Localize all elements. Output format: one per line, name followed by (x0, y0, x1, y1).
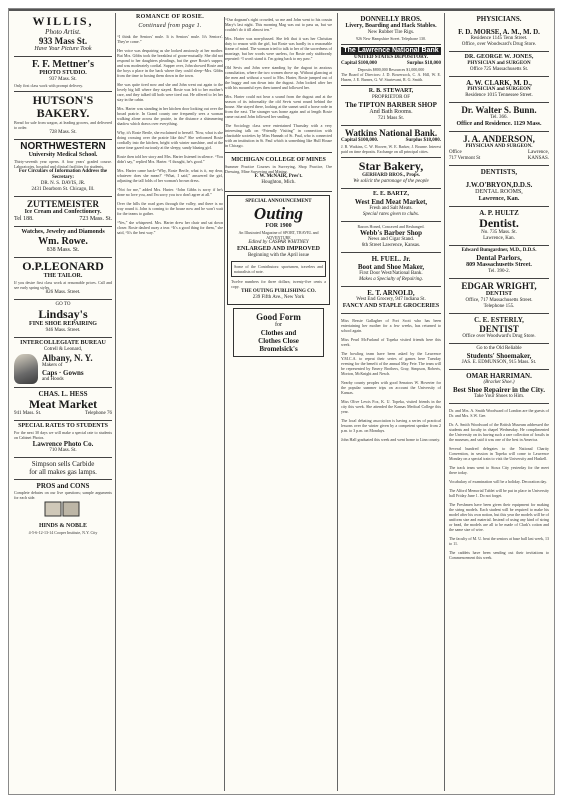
story-para-12: Old Sevis and John were standing by the dugout in anxious consultation, where the two women drove up. Without glancing at the men and without a word to Mrs. Harter, Rosie jumped out of the buggy and ran down into the dugout. John looked after her with his mournful eyes then turned and followed her. (225, 65, 332, 90)
col4-news-9: The caddets have been sending out their invitations to Commencement this week. (449, 550, 549, 560)
hess-sub: Meat Market (28, 397, 98, 411)
lindsay-go: GO TO (55, 302, 71, 307)
outing-ann: SPECIAL ANNOUNCEMENT (245, 199, 312, 204)
hultz-ad (449, 207, 549, 246)
donnelly-addr: New Rubber Tire Rigs. (367, 30, 415, 35)
shoemaker-pre: Go to the Old Reliable (476, 346, 522, 351)
bureau-caps: Caps · Gowns (42, 369, 84, 377)
donnelly-name: DONNELLY BROS. (360, 15, 422, 23)
bureau-makers: Makers of (42, 363, 63, 368)
col4-news-4: The track team went to Sioux City yesterday for the meet there today. (449, 465, 549, 475)
watkins-ad: Watkins National Bank. Capital $100,000. Surplus $18,000. J. B. Watkins, C. W. Hoover, W. E. Barker, J. Bourne. Interest paid on time deposits. Exchange on all principal cities. (341, 126, 441, 158)
willis-address: 933 Mass St. (38, 36, 88, 46)
webb-line: Razors Honed, Concaved and Reshanged. (357, 224, 425, 229)
star-name: Star Bakery, (358, 159, 424, 173)
michigan-sub: Summer Practice Courses in Surveying, Shop Practice, Ore Dressing, Mine Surveying and Mining. (225, 164, 332, 174)
bunn-name: Dr. Walter S. Bunn. (461, 105, 537, 115)
mettner-sub: PHOTO STUDIO. (39, 70, 87, 76)
harriman-note: Take Your Shoes to Him. (473, 394, 525, 399)
arnold-addr: West End Grocery, 947 Indiana St. (356, 297, 426, 302)
webb-sub: News and Cigar Stand. (367, 237, 415, 242)
lawrence-photo-name: Lawrence Photo Co. (32, 440, 94, 448)
bromelsick-name: Good Form (256, 312, 301, 322)
bureau-ad (14, 338, 112, 388)
wright-tel: Telephone 155. (483, 304, 515, 309)
hutson-ad: HUTSON'S BAKERY. Bread for sale from wagon, at leading grocers, and delivered to order. 728 Mass. St. (14, 92, 112, 140)
story-subcolumn-left (117, 13, 223, 791)
anderson-sub: PHYSICIAN AND SURGEON. (465, 144, 533, 149)
outing-enl: ENLARGED AND IMPROVED (236, 246, 320, 252)
michigan-name: MICHIGAN COLLEGE OF MINES (231, 157, 326, 163)
story-para-3: Mrs. Harter was standing in her kitchen door looking out over the broad prairie. In Grand county one frequently sees a woman walking alone across the prairie, in the distance a shimmering shadow which draws over everything. (117, 106, 223, 126)
story-para-9: “Yes,” she whispered. Mrs. Harter drew her chair and sat down closer. Rosie dashed away a tear. “It's a good thing for them,” she said, “It's the best way.” (117, 220, 223, 235)
watkins-name: Watkins National Bank. (344, 128, 438, 138)
story-para-2: She was quite tired now and she and John went out again to the lovely big hill where they stayed. Rosie was left to her mother's care, and they talked till both were tired out. He offered to let her stay in the cabin. (117, 82, 223, 102)
hultz-city: Lawrence, Kan. (483, 236, 515, 241)
story-para-4: Why, it's Rosie Bertle, she exclaimed to herself. 'Now, what is she doing crossing over the prairie like this?' She welcomed Rosie cordially into the kitchen, bright with winter sunshine, and at the same time gazed curiously at the sleepy, sandy blazing girl. (117, 130, 223, 150)
anderson-state: KANSAS. (527, 156, 549, 161)
dentists-heading-block (449, 166, 549, 179)
outing-reg: Beginning with the April issue (247, 253, 310, 258)
harriman-name2: Best Shoe Repairer in the City. (453, 386, 545, 394)
bank-dep: Deposits $800,000 Resources $1,000,000 (357, 67, 425, 72)
physicians-heading: PHYSICIANS. (476, 15, 522, 23)
book-engraving (43, 500, 83, 518)
rowe-ad (14, 227, 112, 258)
arnold-ad (341, 287, 441, 314)
northwestern-addr: DR. N. S. DAVIS, JR. (40, 181, 86, 186)
col3-news-2: Miss Pearl McFarland of Topeka visited friends here this week. (341, 337, 441, 347)
esterly-addr: Office over Woodward's Drug Store. (462, 334, 536, 339)
col4-news-5: Vocabulary of examination will be a holiday. Decoration day. (449, 479, 548, 484)
bromelsick-bottom: Bromelsick's (259, 345, 298, 353)
col3-news-6: The local debating association is having a series of practical lessons over the winter given by a competent speaker from 2 p.m. to 3 p.m. on Mondays. (341, 418, 441, 433)
outing-name: Outing (253, 204, 304, 223)
romance-continued: Continued from page 1. (138, 23, 202, 29)
arnold-name: E. T. ARNOLD, (367, 289, 415, 297)
story-para-11: Mrs. Harter was non-plussed. She felt that it was her Christian duty to reason with the girl, but Rosie was hardly in a reasonable frame of mind. The woman tried to talk to her of the sacredness of marriage, but her words were useless, for Rosie only stubbornly repeated: “I won't stand it. I'm going back to my paw.” (225, 36, 332, 61)
column-1-ads (11, 13, 116, 791)
stewart-name2: The TIPTON BARBER SHOP (345, 101, 437, 109)
lawrence-photo-address: 710 Mass. St. (49, 448, 77, 453)
northwestern-line: For Circulars of Information Address the Secretary: (18, 169, 108, 180)
lindsay-ad (14, 300, 112, 338)
willis-ad (14, 13, 112, 57)
donnelly-ad: DONNELLY BROS. Livery, Boarding and Hack Stables. New Rubber Tire Rigs. 926 New Hampshire Street. Telephone 130. (341, 13, 441, 45)
column-4-professional (446, 13, 552, 791)
portrait-engraving (14, 354, 38, 384)
harriman-sub: (Bracket Shoe.) (483, 380, 515, 385)
bromelsick-sub2: Clothes and (260, 329, 297, 337)
fuel-name: H. FUEL. Jr. (371, 255, 411, 263)
lindsay-address: 946 Mass. Street. (45, 328, 81, 333)
story-para-13: Mrs. Harter could not hear a sound from the dugout and at the season of its informality the old Sevis went round behind the house. She stayed there, looking at the sunset until a horse rode in from the east. The stranger was home again and at length Rosie came out and John followed her smiling. (225, 94, 332, 119)
bumgardner-addr: 809 Massachusetts Street. (466, 262, 532, 268)
bartz-name: E. E. BARTZ, (373, 191, 409, 197)
story-para-6: Mrs. Harter came back--'Why, Rosie Bertle, what is it, my dear, whatever does she mean?' “What, I said,” answered the girl, adjusting the tall folds of her woman's brown dress. (117, 168, 223, 183)
zuttemeister-sub: Ice Cream and Confectionery. (24, 209, 102, 215)
star-owner: GERHARD BROS., Props. (362, 173, 420, 178)
story-subcolumn-right (225, 13, 332, 791)
bromelsick-sub: for (275, 322, 282, 328)
hutson-name2: BAKERY. (36, 106, 90, 120)
col3-news-7: John Hall graduated this week and went home to Linn county. (341, 437, 441, 442)
physicians-heading-block (449, 13, 549, 26)
esterly-ad (449, 314, 549, 344)
fuel-note: Makes a Specialty of Repairing. (358, 277, 423, 282)
donnelly-sub: Livery, Boarding and Hack Stables. (345, 23, 437, 29)
michigan-ad (225, 155, 332, 189)
webb-addr: 6th Street Lawrence, Kansas. (361, 243, 421, 248)
bunn-hours: Office and Residence. 1129 Mass. (456, 121, 542, 127)
morse-name: F. D. MORSE, A. M., M. D. (458, 28, 540, 36)
outing-ad: SPECIAL ANNOUNCEMENT Outing FOR 1900 An Illustrated Magazine of SPORT, TRAVEL and ADVENTURE Edited by CASPAR WHITNEY ENLARGED AND IMPROVED Beginning with the April issue Some of the Contributors: sportsmen, travelers and naturalists of note. Twelve numbers for three dollars; twenty-five cents a copy. THE OUTING PUBLISHING CO. 239 Fifth Ave., New York (227, 195, 330, 305)
bank-sub: UNITED STATES DEPOSITORY. (354, 55, 428, 60)
newspaper-page (8, 8, 555, 795)
shoemaker-addr: JAS. E. EDMUNSON, 915 Mass. St. (461, 360, 537, 365)
stewart-sub: PROPRIETOR OF (371, 95, 411, 100)
bureau-name: INTERCOLLEGIATE BUREAU (20, 340, 106, 346)
bromelsick-ad (233, 308, 324, 357)
bartz-sub2: Fresh and Salt Meats. (369, 206, 413, 211)
hess-tel: Telephone 76 (84, 411, 112, 416)
obryon-city: Lawrence, Kan. (478, 196, 520, 202)
hultz-addr: No. 735 Mass. St. (481, 230, 517, 235)
hultz-sub: Dentist. (479, 216, 519, 230)
clark-addr: Residence 1015 Tennessee Street. (465, 93, 533, 98)
shoemaker-name: Students' Shoemaker, (466, 352, 532, 360)
wright-name: EDGAR WRIGHT, (461, 281, 537, 291)
mettner-name: F. F. Mettner's (31, 59, 95, 70)
anderson-office: Office (449, 150, 462, 155)
simpson-line2: for all makes gas lamps. (29, 468, 97, 476)
stewart-ad (341, 86, 441, 126)
esterly-sub: DENTIST (479, 324, 519, 334)
outing-year: FOR 1900 (265, 223, 292, 229)
col4-news-7: The Freshmen have been given their equipment for making the string models. Each student will be required to make his model after his own notion, but this year the models will be of uniform size and material. Instead of using any kind of string or bead, the models are all to be made of Clark's cotton and the same size of wire. (449, 502, 549, 532)
harriman-ad (449, 370, 549, 404)
jones-ad (449, 52, 549, 77)
bumgardner-tel: Tel. 390-2. (488, 269, 510, 274)
leonard-address: 826 Mass. Street. (45, 290, 81, 295)
zuttemeister-name: ZUTTEMEISTER (26, 199, 100, 209)
rowe-name: Wm. Rowe. (38, 236, 88, 247)
hess-address: 941 Mass. St. (14, 411, 42, 416)
romance-title: ROMANCE OF ROSIE. (135, 14, 205, 20)
bureau-sub: Cotrell & Leonard, (43, 347, 83, 352)
northwestern-addr2: 2431 Dearborn St. Chicago, Ill. (31, 187, 95, 192)
bumgardner-name: Edward Bumgardner, M.D., D.D.S. (461, 248, 537, 253)
wright-office: Office, 717 Massachusetts Street. (465, 298, 533, 303)
col4-news-6: The Alford Memorial Tablet will be put in place in University hall Friday June 1. Do not forget. (449, 488, 549, 498)
clark-sub: PHYSICIAN and SURGEON (467, 87, 531, 92)
story-para-5: Rosie then told her story and Mrs. Harter listened in silence. “You didn't say,” replied Mrs. Harter. “I thought, he's good.” (117, 154, 223, 164)
stewart-name: R. B. STEWART, (368, 88, 414, 94)
outing-addr: 239 Fifth Ave., New York (252, 295, 305, 300)
lindsay-name: Lindsay's (38, 307, 88, 321)
fuel-ad (341, 253, 441, 287)
fuel-sub: Boot and Shoe Maker, (357, 263, 425, 271)
col3-news-1: Miss Bessie Gallagher of Fort Scott who has been entertaining her mother for a few weeks, has returned to school again. (341, 318, 441, 333)
outing-ed: Edited by CASPAR WHITNEY (248, 240, 309, 245)
bureau-city: Albany, N. Y. (42, 353, 93, 363)
anderson-name: J. A. ANDERSON, (463, 134, 535, 144)
simpson-line1: Simpson sells Carbide (31, 460, 95, 468)
leonard-name: O.P.LEONARD (22, 259, 104, 273)
stewart-addr: 721 Mass St. (378, 116, 404, 121)
story-para-8: Over the hills the road goes through the valley, and there is no way round it. John is coming to the house now and he won't wait for the teams to gather. (117, 201, 223, 216)
mettner-address: 937 Mass. St. (49, 77, 77, 82)
hutson-name: HUTSON'S (32, 93, 94, 107)
wright-ad (449, 279, 549, 314)
bunn-ad (449, 103, 549, 132)
obryon-sub: DENTAL ROOMS, (475, 189, 523, 195)
obryon-ad (449, 179, 549, 207)
fuel-sub2: First Door West/National Bank. (359, 271, 423, 276)
column-3-ads-news (337, 13, 445, 791)
hultz-name: A. P. HULTZ (479, 209, 519, 217)
hess-ad (14, 388, 112, 421)
wright-sub: DENTIST (485, 291, 513, 297)
stewart-sub2: And Bath Rooms. (369, 109, 413, 115)
anderson-ad (449, 132, 549, 166)
leonard-sub: THE TAILOR. (43, 273, 83, 279)
dentists-heading: DENTISTS, (480, 168, 518, 176)
bumgardner-sub: Dental Parlors, (476, 254, 522, 262)
northwestern-name: NORTHWESTERN (20, 141, 106, 152)
webb-ad (341, 222, 441, 253)
bartz-sub: West End Meat Market, (354, 198, 428, 206)
leonard-ad: O.P.LEONARD THE TAILOR. If you desire first class work at reasonable prices. Call and see early spring styles. 826 Mass. Street. (14, 258, 112, 300)
bank-name: The Lawrence National Bank (341, 47, 441, 55)
michigan-addr: F. W. McNAIR, Pres't. (254, 174, 303, 179)
bromelsick-sub3: Clothes Close (258, 337, 299, 345)
morse-addr: Residence 1145 Tenn Street. (470, 36, 528, 41)
pros-ad: PROS and CONS Complete debates on our live questions; sample arguments for each side. HINDS & NOBLE 4-5-6-12-13-14 Cooper Institute, N.Y. City (14, 482, 112, 535)
willis-title: Photo Artist. (45, 28, 81, 36)
simpson-ad (14, 458, 112, 480)
willis-slogan: Have Your Picture Took (34, 46, 92, 52)
story-quote-1: “I think the Seniors' mule. It is Seniors' mule. It's Seniors'. They're come.” (117, 34, 223, 44)
col4-news-3: Several hundred delegates to the National Charity Convention, in session in Topeka will come to Lawrence Monday on a special train to visit the University and Haskell. (449, 446, 549, 461)
lawrence-photo-ad: SPECIAL RATES TO STUDENTS For the next 30 days we will make a special rate to students on Cabinet Photos. Lawrence Photo Co. 710 Mass. St. (14, 421, 112, 458)
bunn-tel: Tel. 366. (490, 115, 508, 120)
col4-news-1: Dr. and Mrs. A. Smith Woodward of London are the guests of Dr. and Mrs. S.W. Gee. (449, 408, 549, 418)
col3-news-3: The bowling team have been asked by the Lawrence Y.M.C.A. to repeat their series of games here Tuesday evening for the benefit of the annual May Fete. The team will be represented by Emery Brothers, Gray, Simpson, Roberts, Morton, McKnight and Nesch. (341, 351, 441, 376)
zuttemeister-tel: Tel 188. (14, 216, 34, 222)
pros-addr: 4-5-6-12-13-14 Cooper Institute, N.Y. City (28, 530, 98, 535)
bank-ad: The Lawrence National Bank UNITED STATES DEPOSITORY. Capital $100,000 Surplus $18,000 Deposits $800,000 Resources $1,000,000 The Board of Directors: J. D. Bowersock, C. A. Hill, W. E. Hazen, J. E. Barnes, G. W. Sturtevant, R. G. Smith. (341, 45, 441, 86)
bureau-hoods: and Hoods (42, 377, 64, 382)
morse-office: Office, over Woodward's Drug Store. (461, 42, 537, 47)
col4-news-8: The faculty of M. U. beat the seniors at base ball last week, 13 to 11. (449, 536, 549, 546)
esterly-name: C. E. ESTERLY, (474, 316, 524, 324)
rowe-line1: Watches, Jewelry and Diamonds (21, 229, 105, 235)
rowe-address: 838 Mass. St. (46, 247, 80, 253)
col3-news-5: Miss Olive Lewis Fox, K. U. Topeka, visited friends in the city this week. She attended the Kansas Medical College this year. (341, 399, 441, 414)
willis-name: WILLIS, (32, 14, 94, 28)
col3-news-4: Nearby county peoples with good Senators W. Hoverter for the popular summer trips on account the University of Kansas. (341, 380, 441, 395)
arnold-sub: FANCY AND STAPLE GROCERIES (342, 303, 440, 309)
morse-ad (449, 26, 549, 52)
jones-name: DR. GEORGE W. JONES, (464, 54, 534, 60)
star-ad (341, 158, 441, 189)
watkins-surplus: Surplus $18,000. (405, 138, 441, 143)
story-para-7: “Not for me,” added Mrs. Harter. “John Gibbs is sorry if he's done no love you, and I'm sorry you two don't agree at all.” (117, 187, 223, 197)
jones-addr: Office 725 Massachusetts St. (469, 67, 529, 72)
bank-surplus: Surplus $18,000 (406, 61, 441, 66)
hutson-address: 728 Mass. St. (49, 130, 77, 135)
outing-pub: THE OUTING PUBLISHING CO. (241, 289, 316, 294)
hess-name: CHAS. L. HESS (38, 390, 88, 398)
pros-bottom: HINDS & NOBLE (38, 523, 87, 529)
bartz-ad (341, 189, 441, 222)
zuttemeister-address: 723 Mass. St. (79, 216, 112, 222)
story-para-14: The Sociology class were entertained Thursday with a very interesting talk on “Friendly Visiting” in connection with charitable societies by Miss Hannah of St. Paul, who is connected with an institution in St. Paul which is something like Hull House in Chicago. (225, 123, 332, 148)
anderson-addr: 717 Vermont St (449, 156, 481, 161)
anderson-city: Lawrence, (528, 150, 549, 155)
story-para-1: Her voice was despairing as she looked anxiously at her mother. But Mrs. Gibbs took the breakfast of goose-mutually. She did not respond to her daughters pleadings, but the gave Rosie's supper, and was moderately cordial. Supper over, John showed Rosie and the boys a place in the back where they could sleep--Mrs. Gibbs from the time to boxing them down in the town. (117, 48, 223, 78)
column-2-story (117, 13, 336, 791)
watkins-cap: Capital $100,000. (341, 138, 379, 143)
mettner-ad: F. F. Mettner's PHOTO STUDIO. 937 Mass. St. Only first class work with prompt delivery. (14, 57, 112, 92)
shoemaker-ad (449, 344, 549, 370)
obryon-name: J.W.O'BRYON,D.D.S. (465, 181, 533, 189)
michigan-city: Houghton, Mich. (261, 180, 296, 185)
webb-name: Webb's Barber Shop (359, 229, 423, 237)
jones-sub: PHYSICIAN and SURGEON (467, 61, 531, 66)
bank-cap: Capital $100,000 (341, 61, 377, 66)
northwestern-ad: NORTHWESTERN University Medical School. Thirty-seventh year opens. A four years' graded course. Laboratories, hospital and clinical facilities for students. For Circulars of Information Address the Secretary: DR. N. S. DAVIS, JR. 2431 Dearborn St. Chicago, Ill. (14, 140, 112, 197)
clark-name: A. W. CLARK, M. D., (466, 79, 532, 87)
harriman-name: OMAR HARRIMAN. (466, 372, 532, 380)
lawrence-photo-head: SPECIAL RATES TO STUDENTS (18, 423, 108, 429)
story-para-10: “Our dognant's right crowded, so me and John went to his cousin Mary's last night. This morning Mag was out to pass us, but we couldn't do it till almost ten.” (225, 17, 332, 32)
bartz-note: Special rates given to clubs. (362, 212, 420, 217)
bumgardner-ad (449, 246, 549, 279)
col4-news-2: Dr. A. Smith Woodward of the British Museum addressed the students and faculty in chapel Wednesday. He complimented the University on its having such a rare collection of fossils in the museum, and said it was one of the best in America. (449, 422, 549, 442)
northwestern-sub: University Medical School. (28, 152, 98, 158)
pros-name: PROS and CONS (36, 482, 90, 490)
lindsay-sub: FINE SHOE REPAIRING (29, 321, 97, 327)
zuttemeister-ad (14, 197, 112, 227)
clark-ad (449, 77, 549, 103)
star-note: We solicit the patronage of the people (353, 179, 429, 184)
outing-line: An Illustrated Magazine of SPORT, TRAVEL and ADVENTURE (238, 230, 319, 240)
